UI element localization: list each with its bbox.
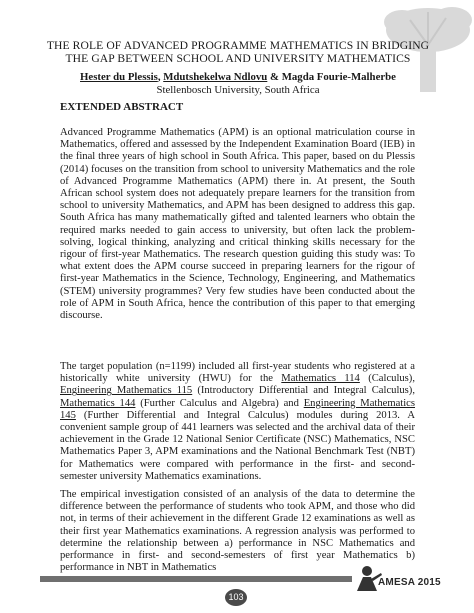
paragraph-text: The target population (n=1199) included all first-year students who registered at a historically white university (HWU) for the <box>60 361 415 385</box>
paragraph-text: (Further Differential and Integral Calculus) modules during 2013. A convenient sample group of 441 learners was selected and the archival data of their achievement in the Grade 12 National Senior Certificate (NSC) Mathematics, NSC Mathematics Paper 3, APM examinations and the National Benchmark Test (NBT) for Mathematics were compared with performance in the first- and second-semester university Mathematics examinations. <box>60 409 415 482</box>
author-ndlovu: Mdutshekelwa Ndlovu <box>163 71 268 83</box>
author-names <box>40 71 436 84</box>
module-engineering-mathematics-145: Engineering Mathematics 145 <box>60 397 415 421</box>
module-engineering-mathematics-115: Engineering Mathematics 115 <box>60 385 193 397</box>
abstract-paragraph-3: The empirical investigation consisted of an analysis of the data to determine the difference between the performance of students who took APM, and those who did not, in terms of their achievement in the different Grade 12 examinations as well as their first year Mathematics examinations. A regression analysis was performed to determine the relationship between a) performance in NSC Mathematics and performance in first- and second-semesters of first year Mathematics b) performance in NBT in Mathematics <box>60 489 415 574</box>
affiliation: Stellenbosch University, South Africa <box>156 83 320 96</box>
footer-bar <box>40 576 352 582</box>
amesa-logo-text: AMESA 2015 <box>378 577 441 588</box>
page-number: 103 <box>225 589 247 606</box>
author-block <box>40 71 436 96</box>
paragraph-text: (Calculus), <box>359 373 415 385</box>
paragraph-text: (Introductory Differential and Integral Calculus), <box>192 385 415 397</box>
paragraph-text: (Further Calculus and Algebra) and <box>135 397 304 409</box>
abstract-paragraph-2 <box>60 361 415 483</box>
section-heading: EXTENDED ABSTRACT <box>60 101 184 113</box>
abstract-paragraph-1: Advanced Programme Mathematics (APM) is an optional matriculation course in Mathematics, offered and assessed by the Independent Examination Board (IEB) in the final three years of high school in South Africa. This paper, based on du Plessis (2014) focuses on the transition from school to university Mathematics and the role of Advanced Programme Mathematics (APM) there in. At present, the South African school system does not adequately prepare learners for the transition from school to university Mathematics, and APM has been designed to address this gap. South Africa has many mathematically gifted and talented learners who obtain the required marks needed to gain access to university, but often lack the problem-solving, logical thinking, analyzing and critical thinking skills necessary for the rigour of first-year Mathematics. The research question guiding this study was: To what extent does the APM course succeed in preparing learners for the rigour of first-year Mathematics in the Science, Technology, Engineering, and Mathematics (STEM) university programmes? Very few studies have been conducted about the role of APM in South Africa, hence the contribution of this paper to that emerging discourse. <box>60 127 415 322</box>
module-mathematics-114: Mathematics 114 <box>281 373 360 385</box>
module-mathematics-144: Mathematics 144 <box>60 397 136 409</box>
author-du-plessis: Hester du Plessis <box>80 71 158 83</box>
author-fourie-malherbe: & Magda Fourie-Malherbe <box>267 71 396 83</box>
paper-title: THE ROLE OF ADVANCED PROGRAMME MATHEMATICS IN BRIDGING THE GAP BETWEEN SCHOOL AND UNIVERSITY MATHEMATICS <box>46 39 430 65</box>
author-separator: , <box>157 71 164 83</box>
